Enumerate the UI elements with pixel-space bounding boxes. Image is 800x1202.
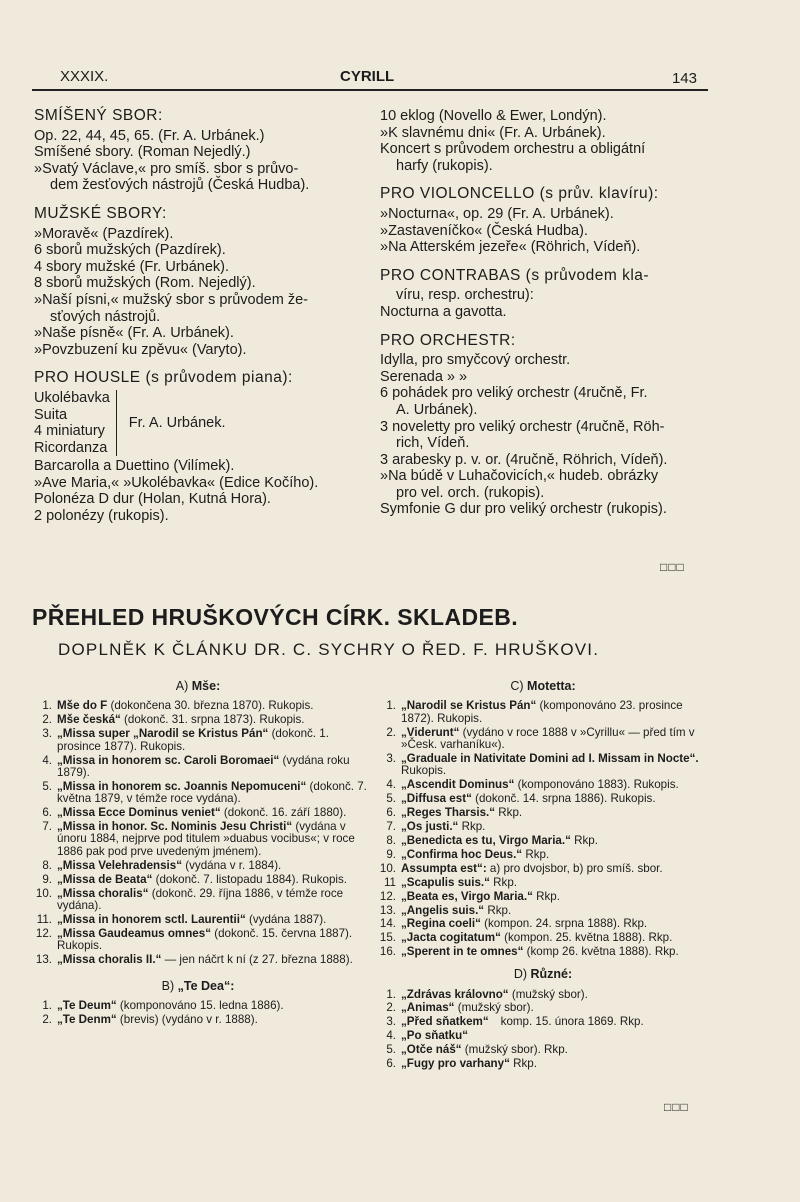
- item-text: [401, 1030, 714, 1042]
- list-item: [28, 888, 368, 913]
- list-item: [28, 714, 368, 726]
- item-detail: (vydána 1887).: [245, 912, 327, 926]
- text-line: Polonéza D dur (Holan, Kutná Hora).: [34, 491, 271, 508]
- item-text: [401, 905, 714, 917]
- list-item: [372, 1044, 714, 1056]
- text-line: »Svatý Václave,« pro smíš. sbor s průvo-: [34, 160, 299, 177]
- text-line: 2 polonézy (rukopis).: [34, 508, 169, 525]
- text-line: »Moravě« (Pazdírek).: [34, 225, 174, 242]
- item-detail: (mužský sbor).: [508, 987, 588, 1001]
- item-text: [401, 779, 714, 791]
- item-title: „Sperent in te omnes“: [401, 945, 524, 959]
- item-number: 7.: [42, 820, 52, 834]
- item-number: 11.: [36, 912, 52, 926]
- heading-male-choir: MUŽSKÉ SBORY:: [34, 204, 167, 222]
- item-title: „Před sňatkem“: [401, 1015, 489, 1029]
- item-detail: (dokonč. 16. září 1880).: [220, 806, 347, 820]
- text-line: »Povzbuzení ku zpěvu« (Varyto).: [34, 341, 247, 358]
- item-title: „Regina coeli“: [401, 917, 481, 931]
- item-detail: (komp 26. května 1888). Rkp.: [523, 945, 679, 959]
- text-line: Koncert s průvodem orchestru a obligátní: [380, 141, 646, 158]
- item-title: „Missa de Beata“: [57, 872, 153, 886]
- item-number: 2.: [42, 1013, 52, 1027]
- text-line: dem žesťových nástrojů (Česká Hudba).: [50, 177, 310, 194]
- item-detail: (dokonč. 15. června 1887). Rukopis.: [57, 926, 353, 953]
- list-item: [372, 877, 714, 889]
- item-title: „Reges Tharsis.“: [401, 806, 496, 820]
- item-number: 6.: [386, 1057, 396, 1071]
- list-item: [28, 1000, 368, 1012]
- item-text: [401, 1016, 714, 1028]
- item-detail: Rkp.: [532, 889, 560, 903]
- item-number: 2.: [42, 713, 52, 727]
- list-item: [372, 891, 714, 903]
- section-heading-various: D) Různé:: [513, 967, 573, 982]
- item-detail: (komponováno 23. prosince 1872). Rukopis.: [401, 699, 683, 725]
- article-title: PŘEHLED HRUŠKOVÝCH CÍRK. SKLADEB.: [32, 604, 519, 630]
- item-detail: (dokonč. 7. května 1879, v témže roce vydána).: [57, 779, 367, 806]
- item-detail: (vydána roku 1879).: [57, 753, 350, 779]
- item-detail: Rkp.: [489, 875, 517, 889]
- item-detail: Rkp.: [458, 820, 486, 834]
- running-header: [60, 66, 705, 90]
- item-number: 12.: [379, 889, 396, 903]
- list-item: [28, 860, 368, 872]
- item-number: 3.: [386, 1015, 396, 1029]
- item-detail: (vydáno v roce 1888 v »Cyrillu« — před tím v »Česk. varhaníku«).: [401, 725, 695, 752]
- item-number: 10.: [35, 886, 52, 900]
- item-text: [401, 753, 714, 778]
- item-title: Assumpta est“:: [401, 861, 487, 875]
- item-detail: (kompon. 24. srpna 1888). Rkp.: [480, 917, 648, 931]
- item-text: [401, 835, 714, 847]
- item-title: „Missa super „Narodil se Kristus Pán“: [57, 727, 269, 741]
- item-number: 5.: [42, 779, 52, 793]
- item-title: „Angelis suis.“: [401, 903, 485, 917]
- section-heading-motets: C) Motetta:: [510, 679, 576, 693]
- list-item: [372, 863, 714, 875]
- item-number: 13.: [35, 953, 52, 967]
- item-text: [401, 700, 714, 725]
- text-line: 3 arabesky p. v. or. (4ručně, Röhrich, Vídeň).: [380, 451, 668, 468]
- item-number: 5.: [386, 1043, 396, 1057]
- text-line: sťových nástrojů.: [50, 308, 161, 325]
- item-number: 8.: [386, 833, 396, 847]
- heading-orchestra: PRO ORCHESTR:: [380, 331, 516, 349]
- item-number: 4.: [42, 753, 52, 767]
- list-item: [28, 700, 368, 712]
- item-title: „Missa choralis“: [57, 886, 149, 900]
- item-title: Mše česká“: [57, 713, 121, 727]
- item-detail: Rukopis.: [401, 764, 447, 778]
- item-text: [401, 807, 714, 819]
- list-item: [372, 905, 714, 917]
- list-item: [28, 728, 368, 753]
- item-text: [401, 1044, 714, 1056]
- item-title: „Missa Velehradensis“: [57, 858, 183, 872]
- item-text: [57, 928, 368, 953]
- item-number: 3.: [42, 727, 52, 741]
- item-text: [401, 793, 714, 805]
- group-publisher: Fr. A. Urbánek.: [128, 414, 226, 431]
- item-text: [401, 918, 714, 930]
- text-line: 6 pohádek pro veliký orchestr (4ručně, Fr.: [380, 385, 648, 402]
- item-number: 1.: [386, 987, 396, 1001]
- list-right: [372, 680, 714, 1072]
- item-number: 4.: [386, 778, 396, 792]
- item-text: [401, 932, 714, 944]
- item-title: „Viderunt“: [401, 725, 460, 739]
- item-title: „Graduale in Nativitate Domini ad I. Missam in Nocte“.: [401, 752, 699, 766]
- item-title: „Missa in honor. Sc. Nominis Jesu Christi“: [57, 820, 293, 834]
- item-detail: — jen náčrt k ní (z 27. března 1888).: [161, 953, 353, 967]
- item-title: „Missa Gaudeamus omnes“: [57, 926, 211, 940]
- text-line: »K slavnému dni« (Fr. A. Urbánek).: [380, 124, 606, 141]
- item-number: 6.: [42, 806, 52, 820]
- item-text: [57, 914, 368, 926]
- item-title: „Fugy pro varhany“: [401, 1057, 510, 1071]
- item-number: 5.: [386, 792, 396, 806]
- list-item: [372, 793, 714, 805]
- item-number: 1.: [42, 699, 52, 713]
- text-line: 6 sborů mužských (Pazdírek).: [34, 242, 226, 259]
- item-title: „Narodil se Kristus Pán“: [401, 699, 537, 713]
- list-item: [28, 821, 368, 858]
- right-column: [380, 108, 710, 518]
- item-number: 3.: [386, 752, 396, 766]
- item-text: [401, 989, 714, 1001]
- text-line: Nocturna a gavotta.: [380, 303, 507, 320]
- text-line: 3 noveletty pro veliký orchestr (4ručně, Röh-: [380, 418, 665, 435]
- list-item: [372, 1016, 714, 1028]
- item-detail: (dokonč. 7. listopadu 1884). Rukopis.: [152, 872, 348, 886]
- item-number: 15.: [379, 931, 396, 945]
- list-item: [28, 781, 368, 806]
- item-title: „Jacta cogitatum“: [401, 931, 501, 945]
- item-text: [401, 821, 714, 833]
- text-line: víru, resp. orchestru):: [396, 287, 534, 304]
- article-subtitle: DOPLNĚK K ČLÁNKU DR. C. SYCHRY O ŘED. F. HRUŠKOVI.: [58, 640, 600, 659]
- item-detail: (dokonč. 29. října 1886, v témže roce vydána).: [57, 886, 344, 912]
- item-detail: (dokonč. 1. prosince 1877). Rukopis.: [57, 727, 329, 753]
- ornament-icon: □□□: [664, 1100, 689, 1114]
- text-line: »Naší písni,« mužský sbor s průvodem že-: [34, 291, 308, 308]
- item-title: „Zdrávas královno“: [401, 987, 509, 1001]
- item-text: [57, 821, 368, 858]
- list-item: [372, 779, 714, 791]
- heading-violoncello: PRO VIOLONCELLO (s prův. klavíru):: [380, 185, 659, 203]
- item-detail: a) pro dvojsbor, b) pro smíš. sbor.: [486, 861, 663, 875]
- item-number: 14.: [379, 917, 396, 931]
- list-item: [372, 849, 714, 861]
- list-item: [28, 1014, 368, 1026]
- text-line: Ricordanza: [34, 439, 108, 456]
- text-line: »Na Atterském jezeře« (Röhrich, Vídeň).: [380, 239, 641, 256]
- text-line: 4 miniatury: [34, 423, 105, 440]
- item-detail: (dokonč. 14. srpna 1886). Rukopis.: [471, 792, 656, 806]
- text-line: Serenada » »: [380, 368, 468, 385]
- item-number: 2.: [386, 1001, 396, 1015]
- text-line: »Nocturna«, op. 29 (Fr. A. Urbánek).: [380, 205, 614, 222]
- list-item: [372, 932, 714, 944]
- text-line: harfy (rukopis).: [396, 157, 493, 174]
- item-detail: Rkp.: [509, 1057, 537, 1071]
- list-item: [372, 807, 714, 819]
- list-item: [372, 1058, 714, 1070]
- item-detail: (mužský sbor).: [454, 1001, 534, 1015]
- list-item: [28, 954, 368, 966]
- list-item: [372, 918, 714, 930]
- text-line: »Na búdě v Luhačovicích,« hudeb. obrázky: [380, 468, 659, 485]
- item-title: „Missa in honorem sctl. Laurentii“: [57, 912, 246, 926]
- item-title: „Confirma hoc Deus.“: [401, 847, 523, 861]
- item-text: [401, 946, 714, 958]
- list-item: [28, 928, 368, 953]
- item-text: [57, 1000, 368, 1012]
- item-text: [57, 860, 368, 872]
- item-detail: (komponováno 15. ledna 1886).: [116, 999, 284, 1013]
- text-line: 8 sborů mužských (Rom. Nejedlý).: [34, 275, 256, 292]
- item-text: [401, 849, 714, 861]
- section-heading-masses: A) Mše:: [175, 679, 221, 693]
- text-line: rich, Vídeň.: [396, 435, 470, 452]
- item-title: Mše do F: [57, 699, 108, 713]
- text-line: Op. 22, 44, 45, 65. (Fr. A. Urbánek.): [34, 127, 265, 144]
- item-number: 12.: [35, 926, 52, 940]
- item-number: 4.: [386, 1029, 396, 1043]
- text-line: »Zastaveníčko« (Česká Hudba).: [380, 222, 588, 239]
- item-text: [401, 863, 714, 875]
- item-title: „Beata es, Virgo Maria.“: [401, 889, 533, 903]
- item-text: [401, 1002, 714, 1014]
- list-item: [372, 727, 714, 752]
- item-title: „Missa Ecce Dominus veniet“: [57, 806, 221, 820]
- item-detail: Rkp.: [522, 847, 550, 861]
- text-line: Symfonie G dur pro veliký orchestr (rukopis).: [380, 501, 667, 518]
- item-title: „Te Denm“: [57, 1013, 117, 1027]
- item-detail: (dokončena 30. března 1870). Rukopis.: [107, 699, 314, 713]
- item-number: 6.: [386, 806, 396, 820]
- item-detail: Rkp.: [484, 903, 512, 917]
- list-item: [372, 835, 714, 847]
- item-title: „Ascendit Dominus“: [401, 778, 515, 792]
- item-text: [57, 781, 368, 806]
- item-text: [57, 700, 368, 712]
- item-text: [401, 877, 714, 889]
- list-item: [372, 946, 714, 958]
- item-title: „Po sňatku“: [401, 1029, 468, 1043]
- list-item: [372, 1030, 714, 1042]
- left-column: [34, 108, 364, 525]
- item-number: 10.: [379, 861, 396, 875]
- text-line: Idylla, pro smyčcový orchestr.: [380, 352, 571, 369]
- list-item: [372, 753, 714, 778]
- text-line: 10 eklog (Novello & Ewer, Londýn).: [380, 108, 607, 124]
- item-title: „Missa in honorem sc. Caroli Boromaei“: [57, 753, 280, 767]
- text-line: A. Urbánek).: [396, 401, 478, 418]
- item-text: [401, 891, 714, 903]
- item-title: „Diffusa est“: [401, 792, 472, 806]
- item-number: 16.: [379, 945, 396, 959]
- list-left: [28, 680, 368, 1028]
- text-line: 4 sbory mužské (Fr. Urbánek).: [34, 258, 229, 275]
- item-detail: (kompon. 25. května 1888). Rkp.: [500, 931, 673, 945]
- item-text: [57, 888, 368, 913]
- item-detail: (komponováno 1883). Rukopis.: [514, 778, 679, 792]
- text-line: Barcarolla a Duettino (Vilímek).: [34, 458, 235, 475]
- text-line: Suita: [34, 406, 68, 423]
- item-text: [57, 874, 368, 886]
- list-item: [372, 1002, 714, 1014]
- text-line: Smíšené sbory. (Roman Nejedlý.): [34, 144, 251, 161]
- text-line: Ukolébavka: [34, 389, 110, 406]
- item-number: 7.: [386, 820, 396, 834]
- item-detail: (vydána v únoru 1884, nejprve pod titulem »duabus vocibus«; v roce 1886 pak pod prve uvedeným jménem).: [57, 820, 355, 858]
- item-title: „Te Deum“: [57, 999, 117, 1013]
- item-number: 2.: [386, 725, 396, 739]
- item-text: [57, 1014, 368, 1026]
- header-rule: [32, 89, 708, 91]
- item-title: „Os justi.“: [401, 820, 459, 834]
- item-detail: (vydána v r. 1884).: [182, 858, 282, 872]
- text-line: »Naše písně« (Fr. A. Urbánek).: [34, 325, 234, 342]
- item-number: 13.: [379, 903, 396, 917]
- item-detail: Rkp.: [570, 833, 598, 847]
- violin-works-group: [34, 390, 364, 456]
- item-text: [57, 714, 368, 726]
- list-item: [372, 700, 714, 725]
- item-text: [57, 728, 368, 753]
- item-number: 9.: [42, 872, 52, 886]
- item-number: 9.: [386, 847, 396, 861]
- ornament-icon: □□□: [660, 560, 685, 574]
- item-number: 8.: [42, 858, 52, 872]
- item-detail: (dokonč. 31. srpna 1873). Rukopis.: [120, 713, 305, 727]
- item-title: „Animas“: [401, 1001, 455, 1015]
- item-title: „Missa in honorem sc. Joannis Nepomuceni“: [57, 779, 307, 793]
- item-title: „Scapulis suis.“: [401, 875, 490, 889]
- item-detail: (mužský sbor). Rkp.: [461, 1043, 568, 1057]
- page-number: 143: [671, 70, 697, 87]
- heading-violin: PRO HOUSLE (s průvodem piana):: [34, 369, 293, 387]
- list-item: [28, 807, 368, 819]
- item-number: 1.: [42, 999, 52, 1013]
- journal-title: CYRILL: [340, 68, 395, 85]
- item-detail: Rkp.: [495, 806, 523, 820]
- item-text: [401, 1058, 714, 1070]
- list-item: [28, 755, 368, 780]
- item-title: „Otče náš“: [401, 1043, 462, 1057]
- item-text: [57, 807, 368, 819]
- item-title: „Missa choralis II.“: [57, 953, 162, 967]
- text-line: pro vel. orch. (rukopis).: [396, 484, 545, 501]
- list-item: [372, 821, 714, 833]
- heading-contrabass: PRO CONTRABAS (s průvodem kla-: [380, 266, 650, 284]
- volume-number: XXXIX.: [60, 68, 109, 85]
- group-note: komp. 15. února 1869. Rkp.: [500, 1015, 644, 1029]
- heading-mixed-choir: SMÍŠENÝ SBOR:: [34, 107, 163, 124]
- item-detail: (brevis) (vydáno v r. 1888).: [116, 1013, 258, 1027]
- item-text: [57, 755, 368, 780]
- list-item: [28, 914, 368, 926]
- item-text: [57, 954, 368, 966]
- item-number: 1.: [386, 699, 396, 713]
- section-heading-te-deum: B) „Te Dea“:: [161, 979, 235, 994]
- item-number: 11: [383, 875, 396, 889]
- text-line: »Ave Maria,« »Ukolébavka« (Edice Kočího).: [34, 474, 319, 491]
- list-item: [28, 874, 368, 886]
- list-item: [372, 989, 714, 1001]
- item-text: [401, 727, 714, 752]
- item-title: „Benedicta es tu, Virgo Maria.“: [401, 833, 571, 847]
